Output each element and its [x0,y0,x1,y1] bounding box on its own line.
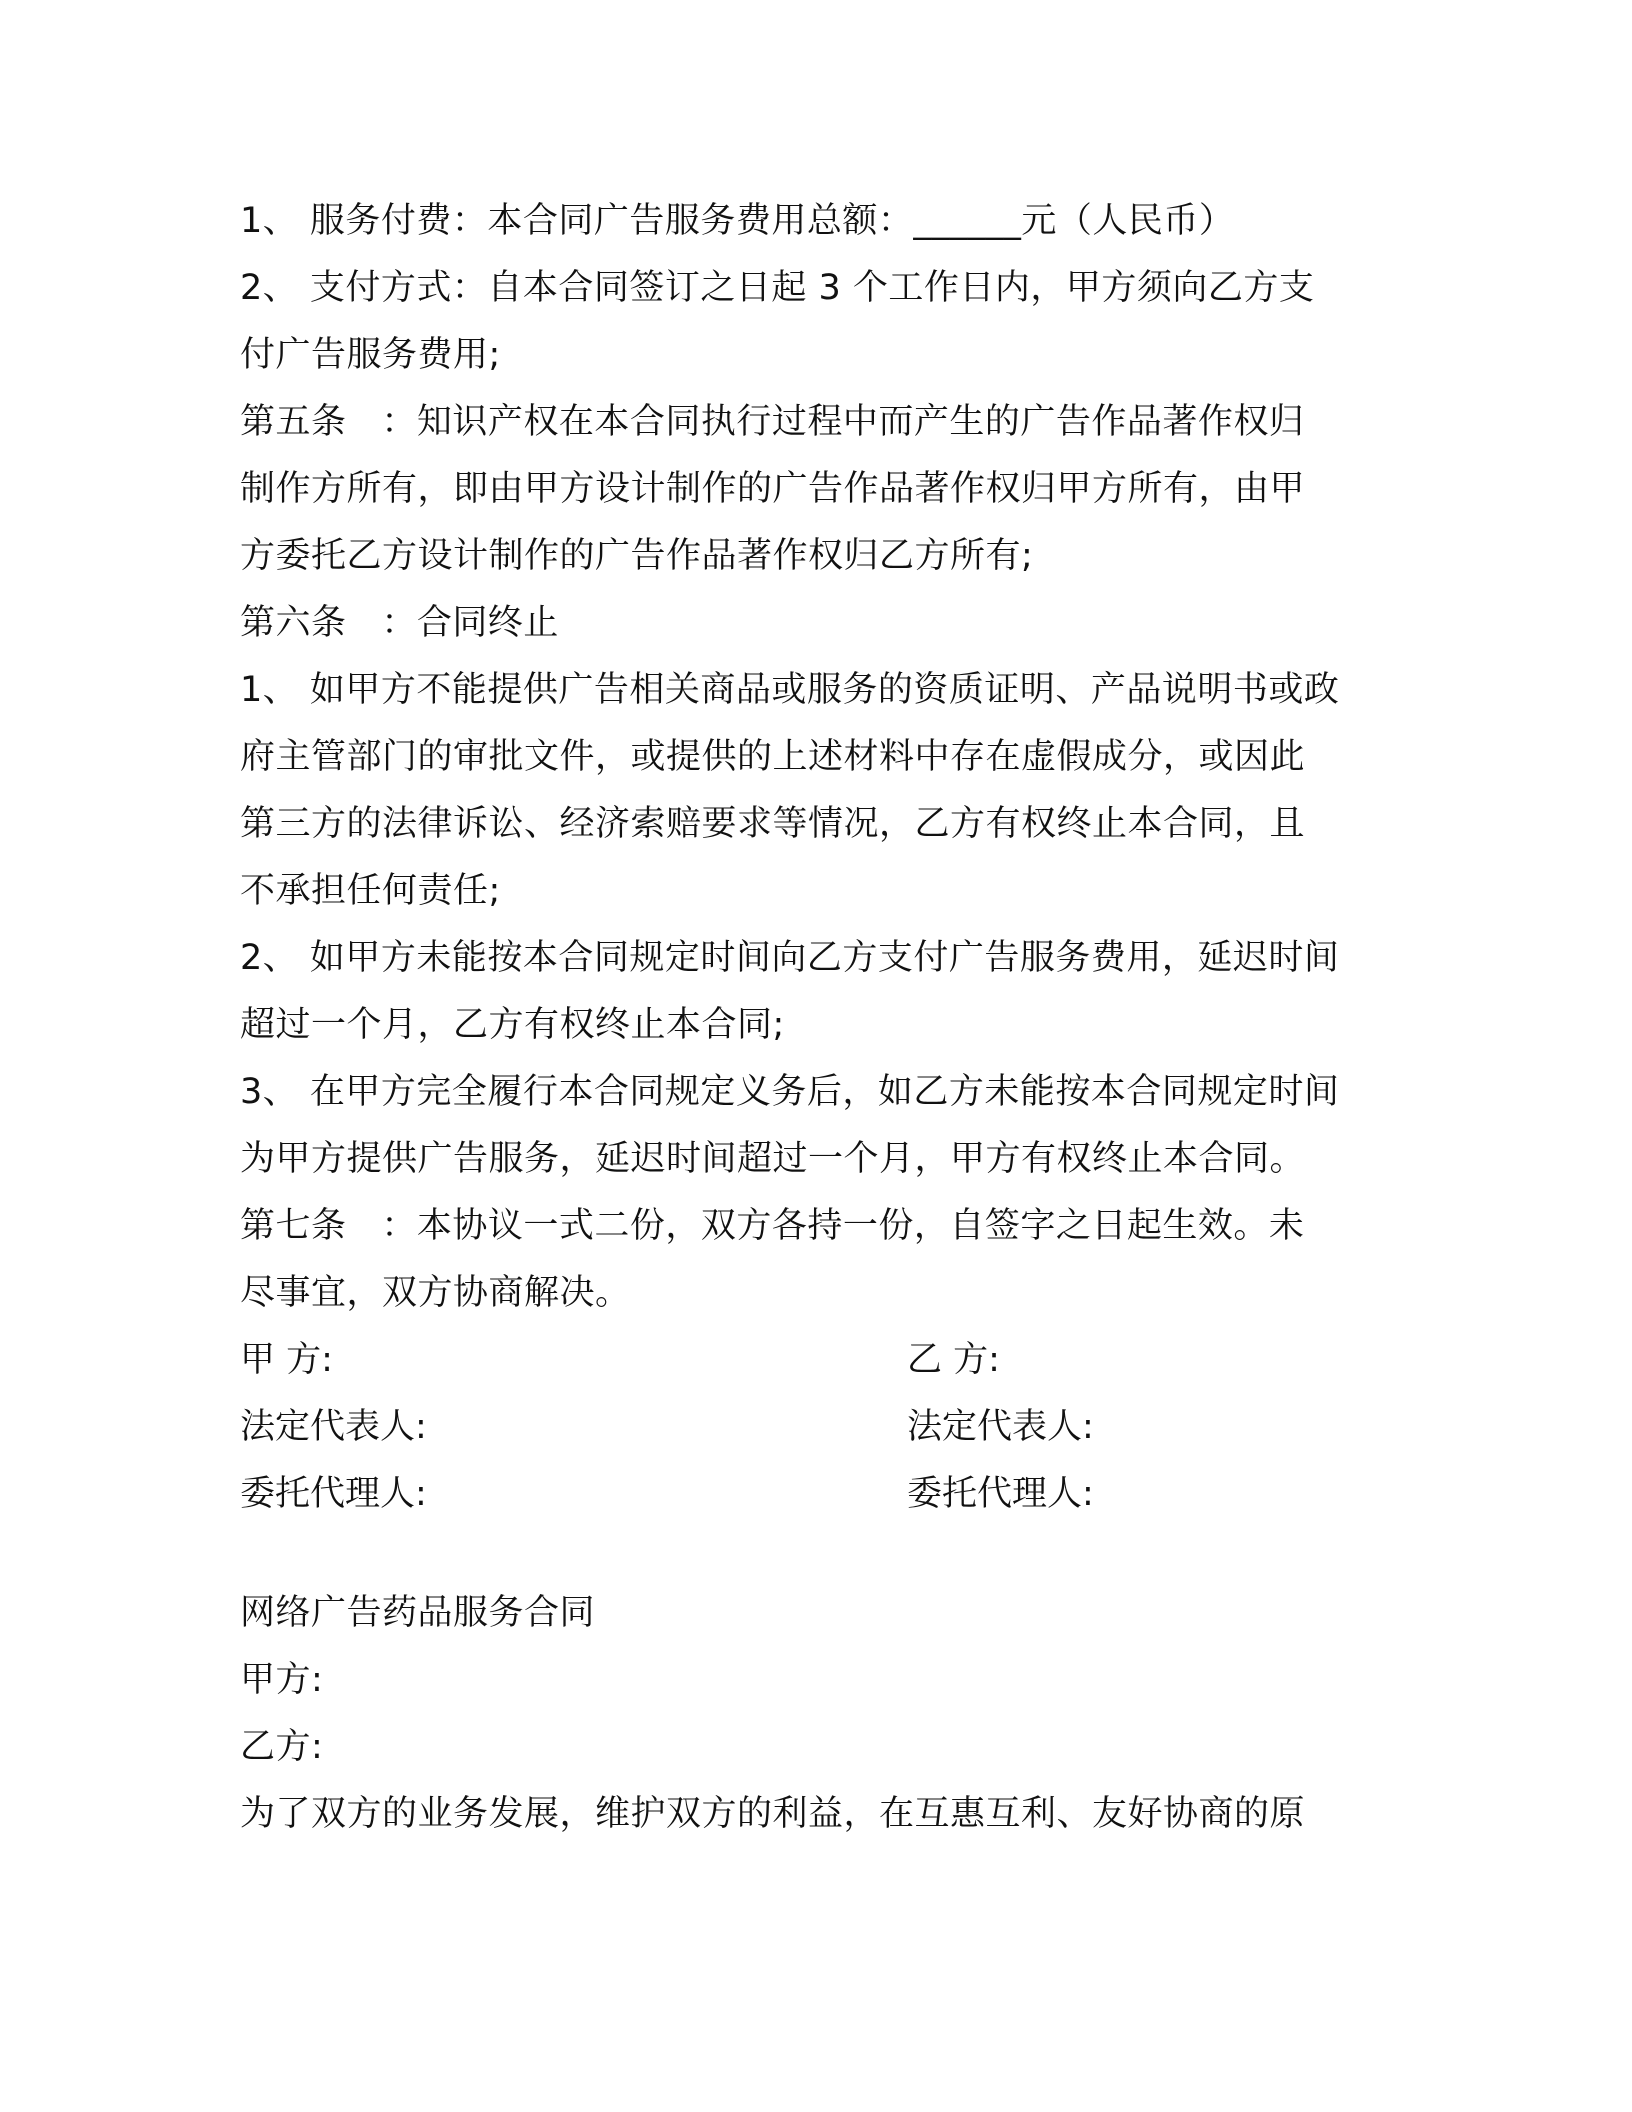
clause-line: 第三方的法律诉讼、经济索赔要求等情况，乙方有权终止本合同，且 [240,804,1306,844]
document-body [240,188,1400,1848]
signature-row-party [240,1327,1400,1394]
clause-heading: 第六条 ：合同终止 [240,603,559,643]
clause-line: 为甲方提供广告服务，延迟时间超过一个月，甲方有权终止本合同。 [240,1139,1306,1179]
clause-line: 方委托乙方设计制作的广告作品著作权归乙方所有; [240,536,1034,576]
clause-line: 3、 在甲方完全履行本合同规定义务后，如乙方未能按本合同规定时间 [240,1072,1340,1112]
clause-line: 府主管部门的审批文件，或提供的上述材料中存在虚假成分，或因此 [240,737,1306,777]
clause-line: 第五条 ：知识产权在本合同执行过程中而产生的广告作品著作权归 [240,402,1305,442]
party-a-line: 甲方: [240,1660,324,1700]
rep-b-label: 法定代表人: [907,1407,1094,1447]
clause-line: 1、 服务付费：本合同广告服务费用总额：______元（人民币） [240,201,1235,241]
signature-row-representative [240,1394,1400,1461]
clause-line: 不承担任何责任; [240,871,501,911]
clause-line: 制作方所有，即由甲方设计制作的广告作品著作权归甲方所有，由甲 [240,469,1306,509]
rep-a-label: 法定代表人: [240,1407,427,1447]
section-gap [240,1528,1400,1580]
party-a-label: 甲 方: [240,1340,333,1380]
clause-line: 第七条 ：本协议一式二份，双方各持一份，自签字之日起生效。未 [240,1206,1305,1246]
agent-b-label: 委托代理人: [907,1474,1094,1514]
clause-line: 2、 支付方式：自本合同签订之日起 3 个工作日内，甲方须向乙方支 [240,268,1315,308]
clause-line: 尽事宜，双方协商解决。 [240,1273,631,1313]
clause-line: 超过一个月，乙方有权终止本合同; [240,1005,785,1045]
clause-line: 1、 如甲方不能提供广告相关商品或服务的资质证明、产品说明书或政 [240,670,1340,710]
contract-title: 网络广告药品服务合同 [240,1593,596,1633]
clause-line: 2、 如甲方未能按本合同规定时间向乙方支付广告服务费用，延迟时间 [240,938,1340,978]
clause-line: 付广告服务费用; [240,335,501,375]
party-b-label: 乙 方: [907,1340,1000,1380]
signature-row-agent [240,1461,1400,1528]
party-b-line: 乙方: [240,1727,324,1767]
intro-line: 为了双方的业务发展，维护双方的利益，在互惠互利、友好协商的原 [240,1794,1306,1834]
agent-a-label: 委托代理人: [240,1474,427,1514]
